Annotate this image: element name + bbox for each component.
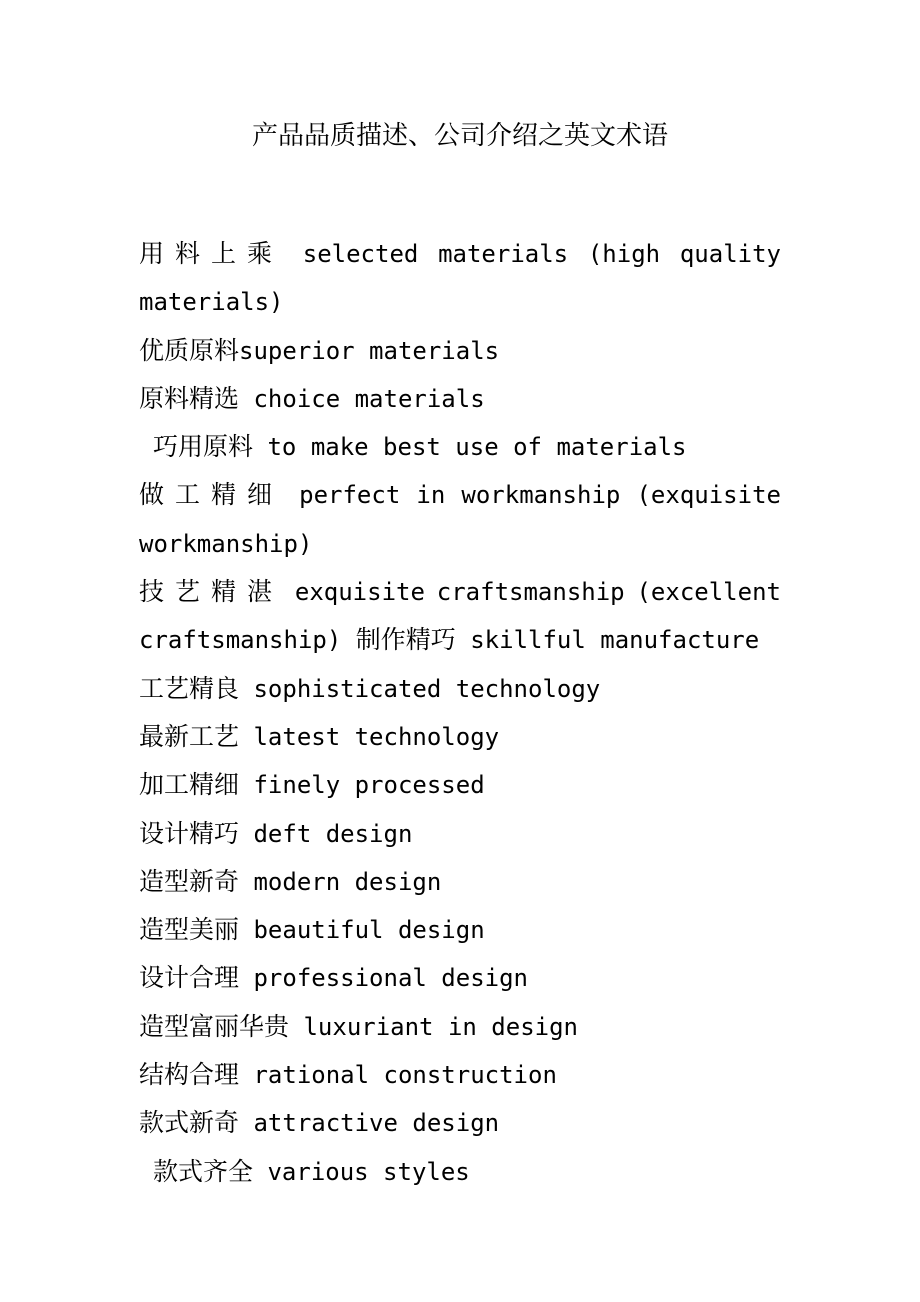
term-english: luxuriant in design <box>289 1012 578 1041</box>
term-chinese: 款式齐全 <box>153 1156 254 1186</box>
term-line <box>139 810 781 858</box>
term-line <box>139 1099 781 1147</box>
term-chinese: 技艺精湛 <box>139 577 284 607</box>
term-list <box>139 230 781 1196</box>
term-line <box>139 616 781 664</box>
term-line <box>139 954 781 1002</box>
term-chinese: 款式新奇 <box>139 1108 240 1138</box>
term-line <box>139 520 781 568</box>
term-line <box>139 375 781 423</box>
term-english-word: quality <box>679 240 781 268</box>
term-english: superior materials <box>239 336 500 365</box>
term-english: workmanship) <box>139 529 313 558</box>
term-chinese: 设计合理 <box>139 963 240 993</box>
term-english: materials) <box>139 288 284 317</box>
term-chinese: 造型美丽 <box>139 915 240 945</box>
term-english: beautiful design <box>239 916 485 945</box>
term-line <box>139 230 781 278</box>
term-line <box>139 665 781 713</box>
term-english-word: (exquisite <box>636 481 781 510</box>
term-english-word: selected <box>302 240 419 268</box>
term-english: craftsmanship) <box>139 626 356 655</box>
term-english: modern design <box>239 867 442 896</box>
term-chinese: 结构合理 <box>139 1060 240 1090</box>
term-english-word: materials <box>438 240 569 268</box>
term-line <box>139 761 781 809</box>
term-line <box>139 1148 781 1196</box>
term-english-word: workmanship <box>461 481 621 510</box>
term-english-word: perfect <box>299 481 401 510</box>
term-chinese: 工艺精良 <box>139 673 240 703</box>
term-line <box>139 713 781 761</box>
term-line <box>139 423 781 471</box>
term-english: deft design <box>239 819 413 848</box>
term-chinese: 做工精细 <box>139 480 284 510</box>
term-english: skillful manufacture <box>455 626 760 655</box>
term-english: latest technology <box>239 722 500 751</box>
term-english: choice materials <box>239 384 485 413</box>
term-chinese: 加工精细 <box>139 770 240 800</box>
document-title: 产品品质描述、公司介绍之英文术语 <box>251 121 668 151</box>
term-english-word: (high <box>587 240 661 268</box>
term-chinese: 用料上乘 <box>139 239 284 268</box>
term-english: finely processed <box>239 771 485 800</box>
term-english: to make best use of materials <box>253 433 687 462</box>
term-chinese: 巧用原料 <box>153 432 254 462</box>
term-chinese: 制作精巧 <box>355 625 456 655</box>
term-line <box>139 278 781 326</box>
term-line <box>139 1003 781 1051</box>
term-line <box>139 471 781 519</box>
term-line <box>139 327 781 375</box>
term-chinese: 造型新奇 <box>139 866 240 896</box>
term-line <box>139 1051 781 1099</box>
term-line <box>139 906 781 954</box>
term-english-word: in <box>416 481 446 510</box>
term-english: attractive design <box>239 1109 500 1138</box>
term-english: various styles <box>253 1157 470 1186</box>
term-chinese: 优质原料 <box>139 335 240 365</box>
term-chinese: 原料精选 <box>139 383 240 413</box>
term-chinese: 最新工艺 <box>139 721 240 751</box>
term-line <box>139 858 781 906</box>
term-english-word: (excellent <box>636 578 781 607</box>
term-english: professional design <box>239 964 528 993</box>
term-english-word: craftsmanship <box>436 578 625 607</box>
term-english: rational construction <box>239 1061 557 1090</box>
term-english: sophisticated technology <box>239 674 601 703</box>
term-chinese: 造型富丽华贵 <box>139 1011 290 1041</box>
term-line <box>139 568 781 616</box>
term-english-word: exquisite <box>294 578 425 607</box>
term-chinese: 设计精巧 <box>139 818 240 848</box>
